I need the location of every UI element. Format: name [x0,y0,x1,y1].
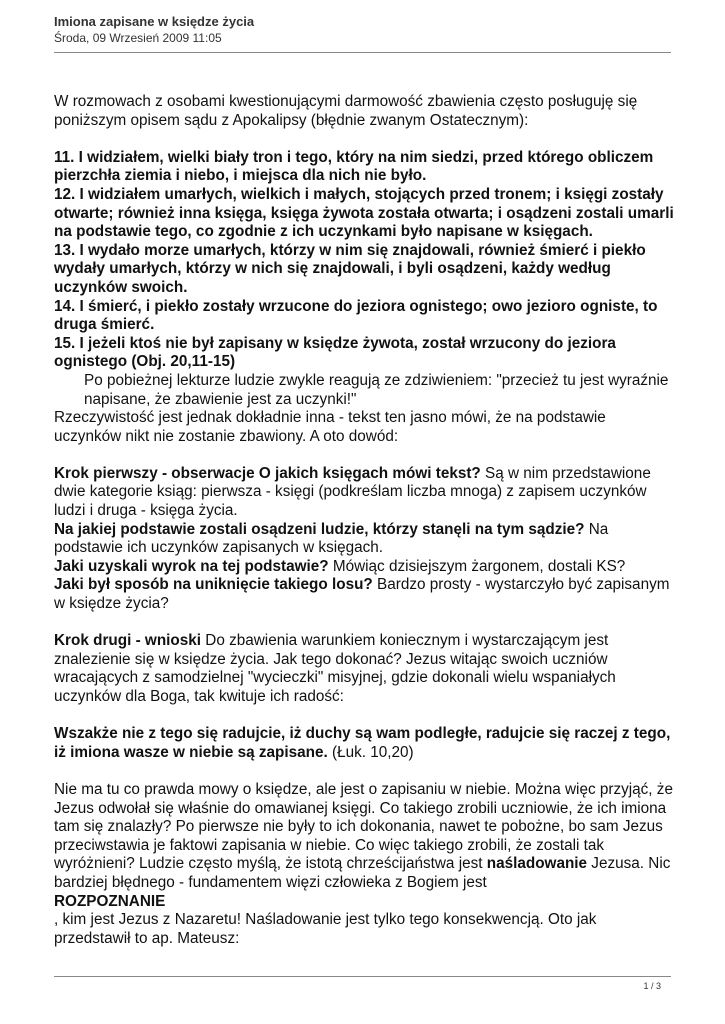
step-two-paragraph [54,632,674,706]
article-date: Środa, 09 Wrzesień 2009 11:05 [54,31,222,45]
step-two-heading: Krok drugi - wnioski [54,632,202,650]
page-header [54,14,671,46]
article-body [54,93,674,948]
step-one-answer: Są w nim przedstawione dwie kategorie ksiąg: pierwsza - księgi (podkreślam liczba mnoga) z zapisem uczynków ludzi i druga - księga życia. [54,464,651,520]
discussion-paragraph [54,781,674,893]
quote-paragraph [54,725,674,762]
verse-11: 11. I widziałem, wielki biały tron i tego, który na nim siedzi, przed którego obliczem pierzchła ziemia i niebo, i miejsca dla nich nie było. [54,148,654,185]
footer-divider [54,976,671,977]
scripture-quote: Wszakże nie z tego się radujcie, iż duchy są wam podległe, radujcie się raczej z tego, iż imiona wasze w niebie są zapisane. [54,725,671,761]
verse-15: 15. I jeżeli ktoś nie był zapisany w księdze żywota, został wrzucony do jeziora ognistego (Obj. 20,11-15) [54,334,616,371]
question-three: Jaki uzyskali wyrok na tej podstawie? [54,557,329,575]
question-four: Jaki był sposób na uniknięcie takiego losu? [54,576,373,594]
question-three-paragraph [54,558,674,577]
article-title: Imiona zapisane w księdze życia [54,14,255,29]
intro-paragraph: W rozmowach z osobami kwestionującymi darmowość zbawienia często posługuję się poniższym opisem sądu z Apokalipsy (błędnie zwanym Ostatecznym): [54,93,638,129]
nasladowanie-emphasis: naśladowanie [486,855,588,873]
closing-paragraph: , kim jest Jezus z Nazaretu! Naśladowanie jest tylko tego konsekwencją. Oto jak przedstawił to ap. Mateusz: [54,911,597,947]
header-divider [54,52,671,53]
step-one-paragraph [54,465,674,521]
question-two: Na jakiej podstawie zostali osądzeni ludzie, którzy stanęli na tym sądzie? [54,520,585,538]
verse-12: 12. I widziałem umarłych, wielkich i małych, stojących przed tronem; i księgi zostały otwarte; również inna księga, księga żywota została otwarta; i osądzeni zostali umarli na podstawie tego, co zgodnie z ich uczynkami było napisane w księgach. [54,185,674,241]
verse-14: 14. I śmierć, i piekło zostały wrzucone do jeziora ognistego; owo jezioro ogniste, to druga śmierć. [54,297,658,334]
question-four-paragraph [54,576,674,613]
answer-three: Mówiąc dzisiejszym żargonem, dostali KS? [328,557,626,575]
discussion-text-cont: Jezusa. Nic bardziej błędnego - fundamentem więzi człowieka z Bogiem jest [54,855,671,891]
quote-reference: (Łuk. 10,20) [327,743,414,761]
rozpoznanie-heading: ROZPOZNANIE [54,892,166,910]
verse-13: 13. I wydało morze umarłych, którzy w nim się znajdowali, również śmierć i piekło wydały umarłych, którzy w nich się znajdowali, i byli osądzeni, każdy według uczynków swoich. [54,241,646,296]
answer-two: Na podstawie ich uczynków zapisanych w księgach. [54,520,609,557]
discussion-text: Nie ma tu co prawda mowy o księdze, ale jest o zapisaniu w niebie. Można więc przyjąć, że Jezus odwołał się właśnie do omawianej księgi. Co takiego zrobili uczniowie, że ich imiona tam się znalazły? Po pierwsze nie były to ich dokonania, nawet te pobożne, bo sam Jezus przeciwstawia je faktowi zapisania w niebie. Co więc takiego zrobili, że zostali tak wyróżnieni? Ludzie często myślą, że istotą chrześcijaństwa jest [54,780,673,873]
reaction-paragraph: Po pobieżnej lekturze ludzie zwykle reagują ze zdziwieniem: "przecież tu jest wyraźnie napisane, że zbawienie jest za uczynki!" [84,371,669,408]
answer-four: Bardzo prosty - wystarczyło być zapisanym w księdze życia? [54,576,670,613]
step-two-text: Do zbawienia warunkiem koniecznym i wystarczającym jest znalezienie się w księdze życia. Jak tego dokonać? Jezus witając swoich uczniów wracających z samodzielnej "wycieczki" misyjnej, gdzie dokonali wielu wspaniałych uczynków dla Boga, tak kwituje ich radość: [54,632,616,705]
question-two-paragraph [54,521,674,558]
page-number: 1 / 3 [643,981,661,991]
step-one-question: Krok pierwszy - obserwacje O jakich księgach mówi tekst? [54,464,481,482]
reality-paragraph: Rzeczywistość jest jednak dokładnie inna - tekst ten jasno mówi, że na podstawie uczynków nikt nie zostanie zbawiony. A oto dowód: [54,409,606,445]
